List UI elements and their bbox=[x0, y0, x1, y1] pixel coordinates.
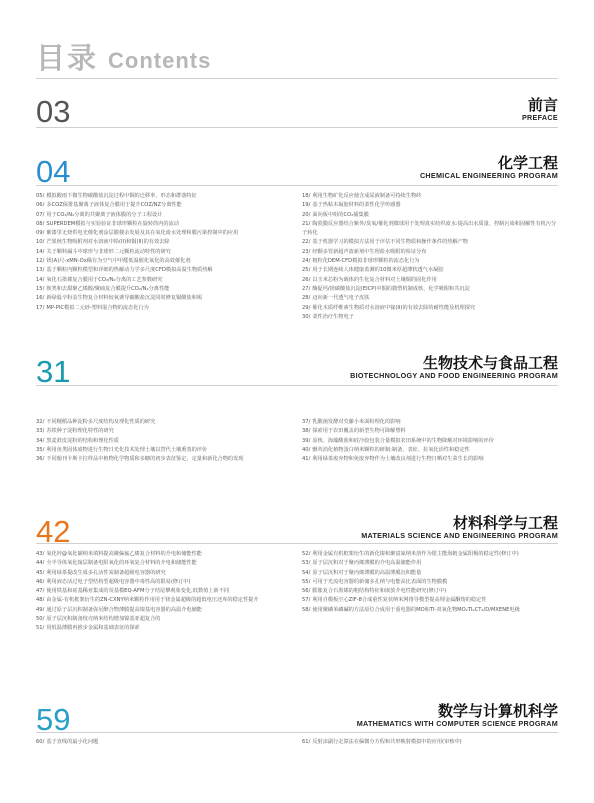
toc-entry[interactable] bbox=[302, 550, 558, 559]
toc-entry[interactable] bbox=[302, 437, 558, 446]
entry-page-number: 57/ bbox=[302, 597, 311, 604]
entry-page-number: 26/ bbox=[302, 276, 311, 283]
section-number: 04 bbox=[36, 154, 71, 189]
entry-title: 利用鱼类固体废物进行生物日光化技术处理土壤以替代土壤熏蒸的评价 bbox=[46, 446, 208, 453]
entry-title: 使用铁基和底基稀亚集成的荧基模EQ-AFM分子结尾攀观象变化,低数值上新不同 bbox=[46, 588, 230, 595]
section-title-en: MATHEMATICS WITH COMPUTER SCIENCE PROGRAM bbox=[356, 719, 558, 728]
toc-entry[interactable] bbox=[302, 427, 558, 436]
entry-title: 可用于光流电容器的新储多孔纳与电能高比表面的生物膜模 bbox=[312, 578, 448, 585]
toc-entry[interactable] bbox=[302, 313, 558, 322]
toc-entry[interactable] bbox=[36, 257, 292, 266]
entry-title: 原核、海藻酸盐和硅冷胶包装合量模拟农田系统中的生物降解对环境影响的评价 bbox=[312, 437, 494, 444]
toc-entry[interactable] bbox=[36, 446, 292, 455]
toc-entry[interactable] bbox=[36, 437, 292, 446]
section-entries bbox=[36, 738, 558, 747]
header-divider bbox=[36, 78, 558, 79]
entry-title: 酶促钙/镁碳酸盐沉淀(EICP)中铜的微塑机制成核、化学吸附和共沉淀 bbox=[312, 285, 470, 292]
section-title-en: MATERIALS SCIENCE AND ENGINEERING PROGRAM bbox=[361, 531, 558, 540]
toc-entry[interactable] bbox=[36, 192, 292, 201]
toc-entry[interactable] bbox=[302, 238, 558, 247]
toc-entry[interactable] bbox=[302, 257, 558, 266]
entry-title: 由金属-有机框架衍生的ZN-CXNY纳米颗粒作用用于镁金属超级的超低电压还库的稳定性提升 bbox=[46, 597, 259, 604]
entry-title: 用于CO₂/N₂分离的共聚离子液体膜的分子工程设计 bbox=[46, 211, 163, 218]
section-entries bbox=[36, 192, 558, 322]
toc-entry[interactable] bbox=[36, 427, 292, 436]
section-title-cn: 化学工程 bbox=[497, 154, 558, 172]
toc-entry[interactable] bbox=[36, 238, 292, 247]
entry-title: 氧化锌@氧化碳纳米填料提高聚偏氟乙烯复合材料的介电和储能性能 bbox=[46, 551, 202, 557]
entry-page-number: 16/ bbox=[36, 295, 45, 302]
toc-entry[interactable] bbox=[36, 418, 292, 427]
section-titles bbox=[361, 514, 558, 541]
toc-entry[interactable] bbox=[36, 220, 292, 229]
entry-page-number: 06/ bbox=[36, 202, 45, 209]
entry-title: 不同粳稻品种淀粉多尺度结构及理化性质的研究 bbox=[46, 419, 156, 425]
entry-page-number: 10/ bbox=[36, 239, 45, 246]
entry-page-number: 53/ bbox=[302, 560, 311, 567]
entry-page-number: 05/ bbox=[36, 193, 45, 199]
toc-entry[interactable] bbox=[36, 569, 292, 578]
entry-title: 不同葡刊卡斯卡拉样品中植物化学物质和多糖的初步表征鉴定、定量和新化合物的发现 bbox=[46, 456, 244, 463]
entry-title: 原子层沉积制备枝壳纳米结构增加镍基亚超复合的 bbox=[46, 616, 161, 623]
toc-entry[interactable] bbox=[302, 266, 558, 275]
toc-entry[interactable] bbox=[302, 285, 558, 294]
entry-page-number: 40/ bbox=[302, 446, 311, 453]
toc-entry[interactable] bbox=[36, 201, 292, 210]
section-titles bbox=[350, 354, 558, 381]
toc-entry[interactable] bbox=[36, 578, 292, 587]
section-biotechnology bbox=[36, 352, 558, 492]
entry-title: 多COZ保排基聚离子液体复合膜用于提升COZ/NZ分离性能 bbox=[46, 202, 182, 209]
entry-title: 通过原子层沉积制备弥尼醉合物薄膜提高镍基电容器的高温介电储能 bbox=[46, 606, 202, 613]
toc-entry[interactable] bbox=[36, 455, 292, 464]
entry-title: 经颗多管新超声波新剂中生理盐水吸附的检证分布 bbox=[312, 248, 427, 255]
entry-page-number: 27/ bbox=[302, 285, 311, 292]
section-entries bbox=[36, 418, 558, 464]
entry-page-number: 18/ bbox=[302, 193, 311, 199]
toc-entry[interactable] bbox=[302, 418, 558, 427]
entry-page-number: 56/ bbox=[302, 588, 311, 595]
entry-page-number: 45/ bbox=[36, 569, 45, 576]
entry-title: 原子层沉积对于聚丙烯薄膜的高温薄膜沉积能量 bbox=[312, 569, 422, 576]
section-number: 31 bbox=[36, 354, 71, 389]
entries-right-column bbox=[302, 550, 558, 634]
entry-title: 基于直线的最小化问题 bbox=[46, 739, 99, 745]
section-materials bbox=[36, 510, 558, 680]
entry-page-number: 50/ bbox=[36, 616, 45, 623]
toc-entry[interactable] bbox=[36, 211, 292, 220]
toc-entry[interactable] bbox=[36, 550, 292, 559]
entry-page-number: 08/ bbox=[36, 220, 45, 227]
entry-page-number: 28/ bbox=[302, 295, 311, 302]
entry-title: 用于长期连续人体健康监测的10微米厚超薄软透气水凝胶 bbox=[312, 267, 444, 274]
entry-title: 基于机器学习的模拟方法用于评估不同生物质和操作条件的热解产物 bbox=[312, 239, 468, 246]
entry-page-number: 34/ bbox=[36, 437, 45, 444]
section-chemical-engineering bbox=[36, 150, 558, 360]
entry-page-number: 49/ bbox=[36, 606, 45, 613]
entry-title: 粗粒化DEM-CFD模拟非球形颗粒的流态化行为 bbox=[312, 258, 420, 265]
entry-title: 面向板中组的CO₂捕集膜 bbox=[312, 211, 369, 218]
entries-right-column bbox=[302, 418, 558, 464]
entry-page-number: 24/ bbox=[302, 258, 311, 265]
entry-page-number: 29/ bbox=[302, 304, 311, 311]
entry-page-number: 52/ bbox=[302, 551, 311, 557]
entry-page-number: 07/ bbox=[36, 211, 45, 218]
entry-title: 利用绿茶提改生成多孔活性炭制备超级电容器的研究 bbox=[46, 569, 166, 576]
entry-page-number: 36/ bbox=[36, 456, 45, 463]
toc-entry[interactable] bbox=[302, 211, 558, 220]
entry-page-number: 25/ bbox=[302, 267, 311, 274]
entry-title: 关于颗料漏斗中球形与非球形二元颗粒流动特性的研究 bbox=[46, 248, 171, 255]
entry-page-number: 21/ bbox=[302, 220, 311, 227]
toc-entry[interactable] bbox=[36, 615, 292, 624]
toc-entry[interactable] bbox=[302, 606, 558, 615]
section-title-en: PREFACE bbox=[521, 113, 558, 122]
entry-page-number: 60/ bbox=[36, 739, 45, 745]
entries-right-column bbox=[302, 192, 558, 322]
toc-entry[interactable] bbox=[36, 294, 292, 303]
entry-title: 使用聚磷苯磷碱的方法原位合成用于重电器的MO和TI-双氧化物MO₂TI₂CT₂/D/MXENE电极 bbox=[312, 606, 520, 613]
section-titles bbox=[357, 702, 558, 729]
toc-entry[interactable] bbox=[36, 738, 292, 747]
section-title-cn: 前言 bbox=[527, 96, 558, 114]
entry-title: 紫漆里无烧供电光催化剂涂层膜楼余发展及其在氧化废水处理和膜污染控制中的应用 bbox=[46, 230, 239, 237]
entry-page-number: 22/ bbox=[302, 239, 311, 246]
entry-page-number: 12/ bbox=[36, 258, 45, 265]
entry-title: 全半导体氧化镓层制备电阻氧化的环氧复合材料的介电和储能性能 bbox=[46, 560, 197, 567]
toc-entry[interactable] bbox=[302, 446, 558, 455]
toc-entry[interactable] bbox=[302, 596, 558, 605]
entry-title: 反射沫副行走算法在偏微分方程和共形映射模拟中的应用(审核中) bbox=[312, 739, 462, 745]
entry-page-number: 41/ bbox=[302, 456, 311, 463]
toc-entry[interactable] bbox=[36, 559, 292, 568]
entry-page-number: 43/ bbox=[36, 551, 45, 557]
section-title-cn: 材料科学与工程 bbox=[452, 514, 558, 532]
toc-entry[interactable] bbox=[302, 276, 558, 285]
entry-title: 黑麦麸皮淀粉的结构和理化性质 bbox=[46, 437, 119, 444]
section-preface bbox=[36, 92, 558, 132]
entry-title: MP-PIC模拟二元砂-塑料混合物的流态化行为 bbox=[46, 304, 149, 311]
section-mathematics bbox=[36, 700, 558, 760]
entry-page-number: 17/ bbox=[36, 304, 45, 311]
entry-title: 用低温薄膜再推步金属和基础表征的探索 bbox=[46, 625, 140, 632]
entry-page-number: 38/ bbox=[302, 428, 311, 435]
entry-title: 迈向新一代透气电子皮肤 bbox=[312, 295, 370, 302]
toc-entry[interactable] bbox=[302, 201, 558, 210]
entries-left-column bbox=[36, 192, 292, 322]
entry-title: SUPERDEM模拟与实验验证非球形颗粒在旋转筒内的流动 bbox=[46, 220, 179, 227]
entry-page-number: 47/ bbox=[36, 588, 45, 595]
section-number: 03 bbox=[36, 94, 71, 129]
section-entries bbox=[36, 550, 558, 634]
contents-title-cn: 目录 bbox=[36, 41, 99, 75]
toc-entry[interactable] bbox=[36, 248, 292, 257]
entry-page-number: 46/ bbox=[36, 578, 45, 585]
entry-page-number: 23/ bbox=[302, 248, 311, 255]
entry-title: 利用绿茶废弃物和免废弃物作为土壤改良剂进行生物日晒对生菜生长的影响 bbox=[312, 456, 484, 463]
toc-entry[interactable] bbox=[302, 559, 558, 568]
entry-title: 新绿股辛粉盖生物复合材料较氧诱导碳酸盐沉淀同时修复铜酸盐和锡 bbox=[46, 295, 202, 302]
entry-title: 利用金属有机框架衍生的新化镍和聚富氮纳米溶作为银主能海链金属阳极的稳定性(修订中) bbox=[312, 551, 519, 557]
entry-title: 催化木质纤维素生物质对水溶液中镓(II)的有效去除的耐性能及机理探究 bbox=[312, 304, 476, 311]
entry-page-number: 14/ bbox=[36, 276, 45, 283]
entries-left-column bbox=[36, 418, 292, 464]
entry-page-number: 44/ bbox=[36, 560, 45, 567]
entry-page-number: 14/ bbox=[36, 248, 45, 255]
entry-page-number: 09/ bbox=[36, 230, 45, 237]
toc-entry[interactable] bbox=[36, 285, 292, 294]
entry-title: 苏铁种子淀粉理化特性的研究 bbox=[46, 428, 114, 435]
entries-left-column bbox=[36, 738, 292, 747]
entry-title: 以玉米芯粉为载体的生化复合材料对土壤铜的固化作用 bbox=[312, 276, 437, 283]
toc-entry[interactable] bbox=[302, 569, 558, 578]
toc-entry[interactable] bbox=[302, 294, 558, 303]
entry-title: 模拟酸雨下微生物碳酸盐沉淀过程中铜的迁移率、形态和群落特征 bbox=[46, 193, 197, 199]
entry-title: 利用生物矿化反应使含成尿液制备可持续生物砖 bbox=[312, 193, 422, 199]
toc-entry[interactable] bbox=[36, 276, 292, 285]
toc-entry[interactable] bbox=[36, 587, 292, 596]
section-divider bbox=[36, 385, 558, 386]
entry-title: 柔性治疗生物电子 bbox=[312, 313, 354, 320]
entry-page-number: 20/ bbox=[302, 211, 311, 218]
toc-entry[interactable] bbox=[302, 738, 558, 747]
entry-title: 芒果核生物吸附剂对水溶液中铅(II)和铜(II)的有效去除 bbox=[46, 239, 170, 246]
entry-title: 乳酸菌发酵对芡藤小米面粉理化的影响 bbox=[312, 419, 401, 425]
entry-page-number: 33/ bbox=[36, 428, 45, 435]
toc-entry[interactable] bbox=[302, 192, 558, 201]
entry-title: 颤茸消化植物蛋白纳米颗粒的研制:制备、表征、抗氧化活性和稳定性 bbox=[312, 446, 470, 453]
entry-page-number: 39/ bbox=[302, 437, 311, 444]
entry-title: 利用自模板空心ZIF-8合成重性复状纳米网络导模型提高埋金属酮熔的稳定性 bbox=[312, 597, 487, 604]
toc-entry[interactable] bbox=[36, 304, 292, 313]
contents-title-en: Contents bbox=[108, 48, 212, 73]
entry-title: 陶瓷膜反应器结合紫外/臭氧/催化剂微球用于处理真实纺织废水:提高出水质量、控制污染和固解性有机污分子转化 bbox=[302, 220, 557, 237]
toc-entry[interactable] bbox=[302, 304, 558, 313]
entry-title: 胺类和去甜聚乙烯醇/聚硫复合膜提升CO₂/N₂分离性能 bbox=[46, 285, 170, 292]
toc-entry[interactable] bbox=[302, 248, 558, 257]
toc-entry[interactable] bbox=[302, 220, 558, 239]
contents-header bbox=[36, 36, 211, 77]
section-title-cn: 数学与计算机科学 bbox=[437, 702, 558, 720]
entry-title: 探索用于农田覆盖的新型生物可降解塑料 bbox=[312, 428, 406, 435]
entry-page-number: 51/ bbox=[36, 625, 45, 632]
entry-page-number: 32/ bbox=[36, 419, 45, 425]
entry-title: 基于颗粒内颗粒模型和详细的热解动力学多尺度CFD模拟高温生物质热解 bbox=[46, 267, 213, 274]
entry-title: 基于热粘木凝胶材料的柔性化学传感器 bbox=[312, 202, 401, 209]
entry-page-number: 30/ bbox=[302, 313, 311, 320]
section-divider bbox=[36, 732, 558, 733]
entry-page-number: 54/ bbox=[302, 569, 311, 576]
toc-entry[interactable] bbox=[36, 229, 292, 238]
section-titles bbox=[420, 154, 558, 181]
section-title-en: BIOTECHNOLOGY AND FOOD ENGINEERING PROGRAM bbox=[350, 371, 558, 380]
entry-page-number: 58/ bbox=[302, 606, 311, 613]
entry-page-number: 15/ bbox=[36, 285, 45, 292]
toc-entry[interactable] bbox=[36, 606, 292, 615]
entry-title: 原子层沉积对于聚丙烯薄膜的介电高温储能作用 bbox=[312, 560, 422, 567]
section-number: 59 bbox=[36, 702, 71, 737]
section-divider bbox=[36, 543, 558, 544]
section-divider bbox=[36, 127, 558, 128]
entry-title: 膨胀复合石墨烯的粗结构特征和嵌放介电性能研究(修订中) bbox=[312, 588, 447, 595]
section-titles bbox=[522, 96, 558, 123]
entry-page-number: 35/ bbox=[36, 446, 45, 453]
section-title-en: CHEMICAL ENGINEERING PROGRAM bbox=[419, 171, 558, 180]
entry-title: 镁(A)尺-xMN-Ox稀有为空气中甲醛低温催化氧化的高效催化剂 bbox=[46, 258, 191, 265]
section-divider bbox=[36, 185, 558, 186]
toc-entry[interactable] bbox=[36, 596, 292, 605]
toc-entry[interactable] bbox=[302, 587, 558, 596]
entry-page-number: 61/ bbox=[302, 739, 311, 745]
entry-page-number: 55/ bbox=[302, 578, 311, 585]
toc-entry[interactable] bbox=[302, 578, 558, 587]
toc-entry[interactable] bbox=[36, 266, 292, 275]
entry-title: 氧化石墨烯复合膜用于CO₂/N₂分离的工艺参数研究 bbox=[46, 276, 163, 283]
toc-entry[interactable] bbox=[36, 624, 292, 633]
toc-entry[interactable] bbox=[302, 455, 558, 464]
entries-left-column bbox=[36, 550, 292, 634]
entry-page-number: 48/ bbox=[36, 597, 45, 604]
section-title-cn: 生物技术与食品工程 bbox=[422, 354, 558, 372]
entry-title: 利用液态活过电子型结构型超级电容器中毒性高的限易(修订中) bbox=[46, 578, 191, 585]
entries-right-column bbox=[302, 738, 558, 747]
section-number: 42 bbox=[36, 514, 71, 549]
entry-page-number: 37/ bbox=[302, 419, 311, 425]
entry-page-number: 19/ bbox=[302, 202, 311, 209]
entry-page-number: 13/ bbox=[36, 267, 45, 274]
